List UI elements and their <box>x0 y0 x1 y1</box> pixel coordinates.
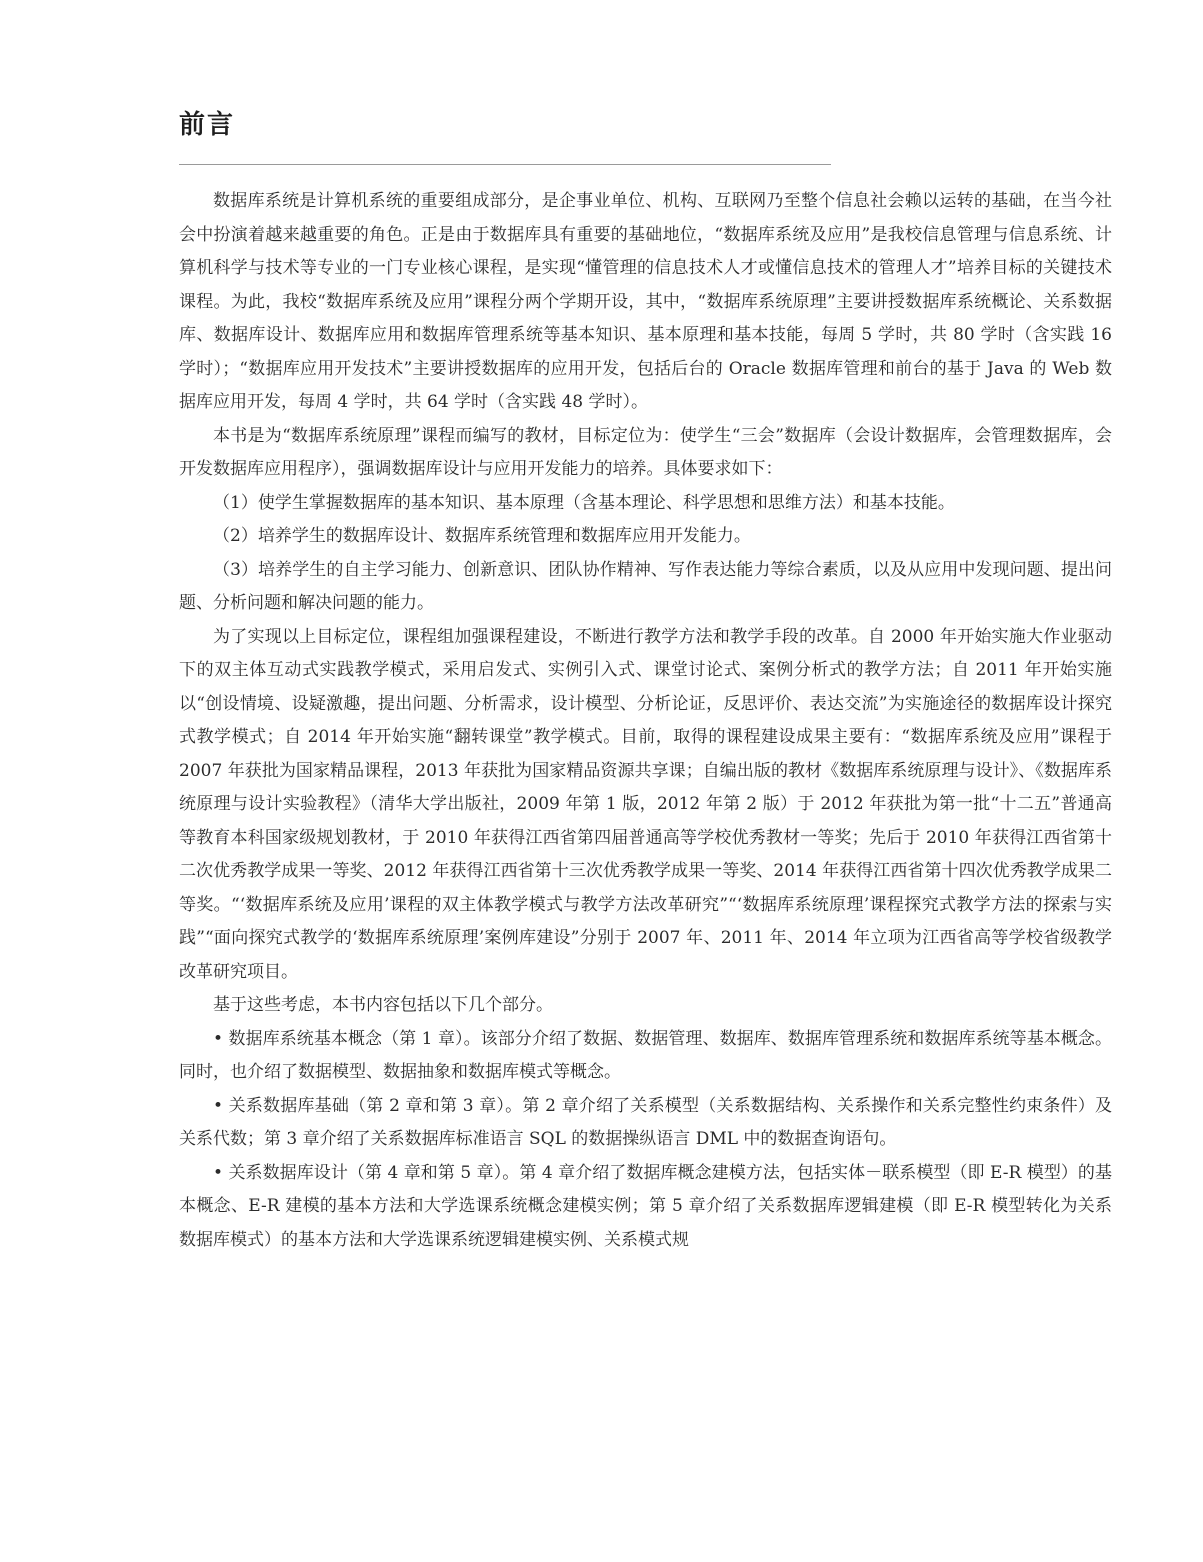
title-divider <box>179 164 831 165</box>
paragraph: 数据库系统是计算机系统的重要组成部分，是企事业单位、机构、互联网乃至整个信息社会赖以运转的基础，在当今社会中扮演着越来越重要的角色。正是由于数据库具有重要的基础地位，“数据库系统及应用”是我校信息管理与信息系统、计算机科学与技术等专业的一门专业核心课程，是实现“懂管理的信息技术人才或懂信息技术的管理人才”培养目标的关键技术课程。为此，我校“数据库系统及应用”课程分两个学期开设，其中，“数据库系统原理”主要讲授数据库系统概论、关系数据库、数据库设计、数据库应用和数据库管理系统等基本知识、基本原理和基本技能，每周 5 学时，共 80 学时（含实践 16 学时）；“数据库应用开发技术”主要讲授数据库的应用开发，包括后台的 Oracle 数据库管理和前台的基于 Java 的 Web 数据库应用开发，每周 4 学时，共 64 学时（含实践 48 学时）。 <box>179 191 1112 412</box>
bullet-item: • 关系数据库基础（第 2 章和第 3 章）。第 2 章介绍了关系模型（关系数据结构、关系操作和关系完整性约束条件）及关系代数；第 3 章介绍了关系数据库标准语言 SQL 的数据操纵语言 DML 中的数据查询语句。 <box>179 1095 1112 1149</box>
list-item: （2）培养学生的数据库设计、数据库系统管理和数据库应用开发能力。 <box>213 526 751 546</box>
bullet-item: • 数据库系统基本概念（第 1 章）。该部分介绍了数据、数据管理、数据库、数据库管理系统和数据库系统等基本概念。同时，也介绍了数据模型、数据抽象和数据库模式等概念。 <box>179 1028 1112 1082</box>
body-text <box>179 185 1112 1257</box>
list-item: （1）使学生掌握数据库的基本知识、基本原理（含基本理论、科学思想和思维方法）和基本技能。 <box>213 492 955 513</box>
page <box>179 100 1112 1257</box>
list-item: （3）培养学生的自主学习能力、创新意识、团队协作精神、写作表达能力等综合素质，以及从应用中发现问题、提出问题、分析问题和解决问题的能力。 <box>179 559 1112 613</box>
paragraph: 为了实现以上目标定位，课程组加强课程建设，不断进行教学方法和教学手段的改革。自 2000 年开始实施大作业驱动下的双主体互动式实践教学模式，采用启发式、实例引入式、课堂讨论式、案例分析式的教学方法；自 2011 年开始实施以“创设情境、设疑激趣，提出问题、分析需求，设计模型、分析论证，反思评价、表达交流”为实施途径的数据库设计探究式教学模式；自 2014 年开始实施“翻转课堂”教学模式。目前，取得的课程建设成果主要有：“数据库系统及应用”课程于 2007 年获批为国家精品课程，2013 年获批为国家精品资源共享课；自编出版的教材《数据库系统原理与设计》、《数据库系统原理与设计实验教程》（清华大学出版社，2009 年第 1 版，2012 年第 2 版）于 2012 年获批为第一批“十二五”普通高等教育本科国家级规划教材，于 2010 年获得江西省第四届普通高等学校优秀教材一等奖；先后于 2010 年获得江西省第十二次优秀教学成果一等奖、2012 年获得江西省第十三次优秀教学成果一等奖、2014 年获得江西省第十四次优秀教学成果二等奖。“‘数据库系统及应用’课程的双主体教学模式与教学方法改革研究”“‘数据库系统原理’课程探究式教学方法的探索与实践”“面向探究式教学的‘数据库系统原理’案例库建设”分别于 2007 年、2011 年、2014 年立项为江西省高等学校省级教学改革研究项目。 <box>179 626 1112 982</box>
paragraph: 本书是为“数据库系统原理”课程而编写的教材，目标定位为：使学生“三会”数据库（会设计数据库，会管理数据库，会开发数据库应用程序），强调数据库设计与应用开发能力的培养。具体要求如下： <box>179 425 1112 479</box>
paragraph: 基于这些考虑，本书内容包括以下几个部分。 <box>213 995 553 1015</box>
bullet-item: • 关系数据库设计（第 4 章和第 5 章）。第 4 章介绍了数据库概念建模方法，包括实体－联系模型（即 E-R 模型）的基本概念、E-R 建模的基本方法和大学选课系统概念建模实例；第 5 章介绍了关系数据库逻辑建模（即 E-R 模型转化为关系数据库模式）的基本方法和大学选课系统逻辑建模实例、关系模式规 <box>179 1162 1112 1250</box>
page-title: 前言 <box>179 110 236 140</box>
